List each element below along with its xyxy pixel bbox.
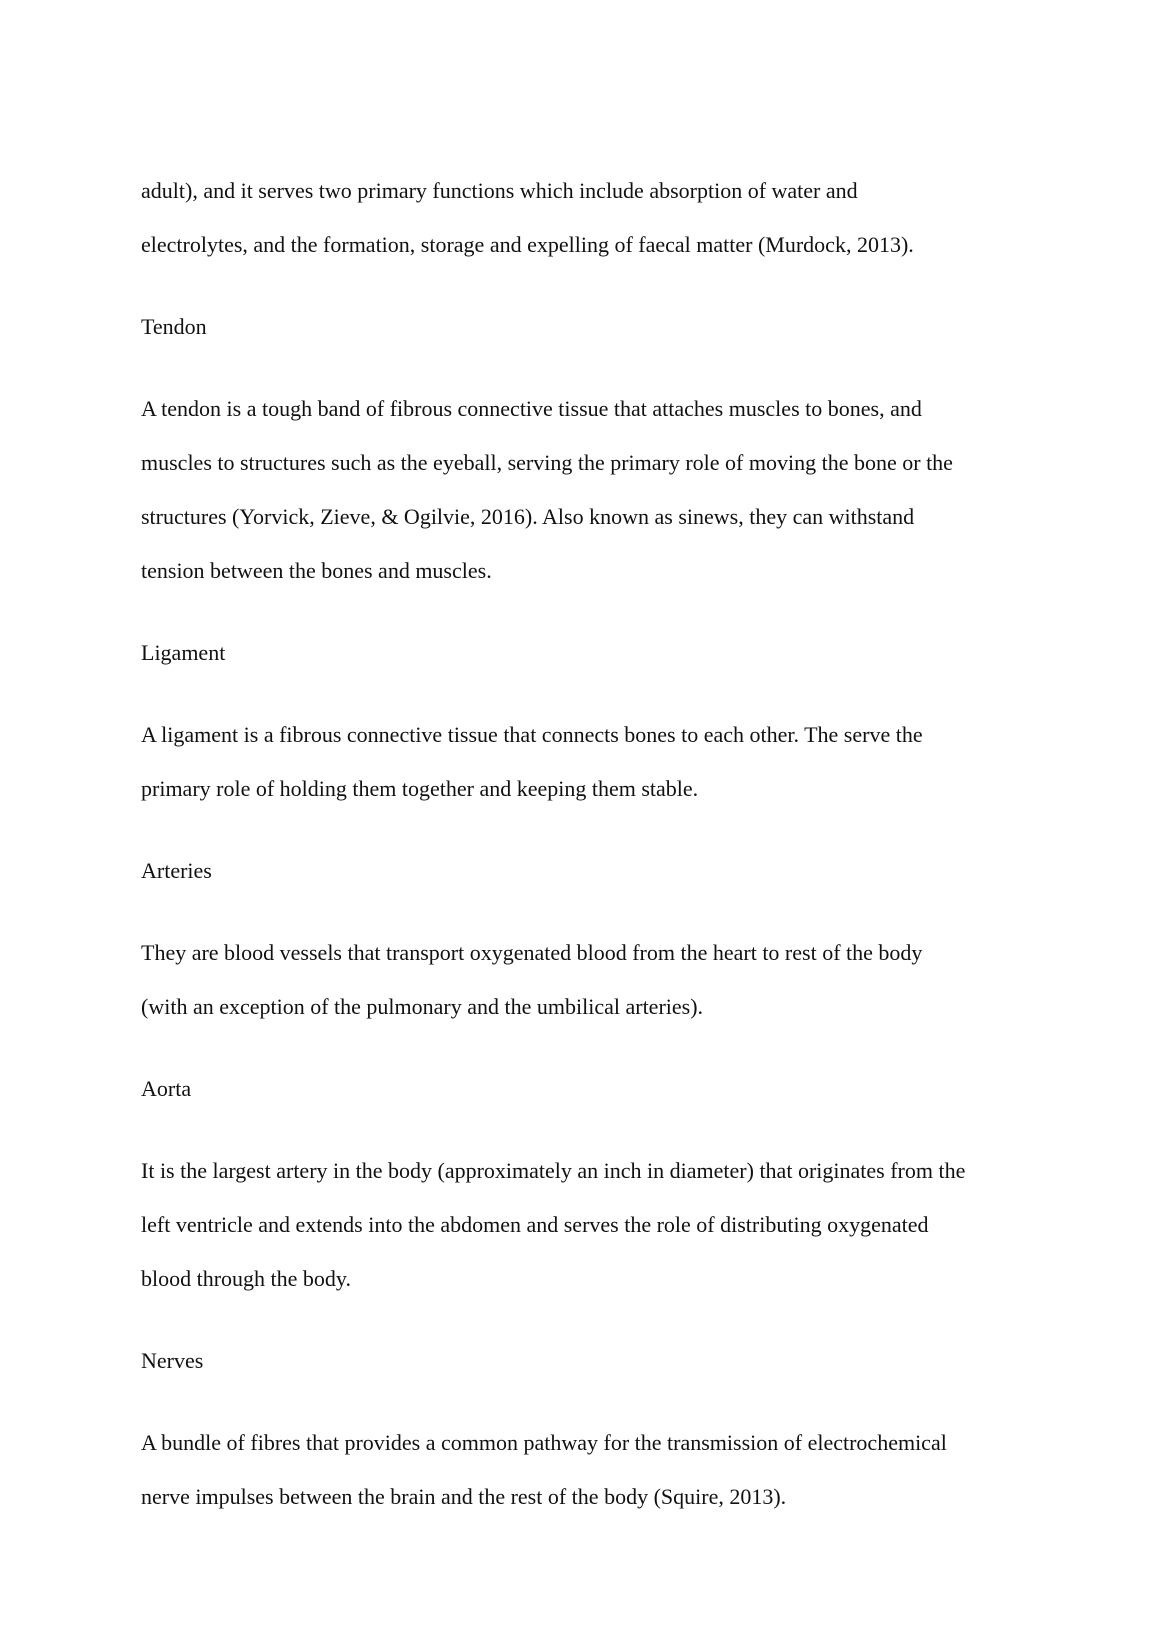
paragraph-line: electrolytes, and the formation, storage and expelling of faecal matter (Murdock, 2013). [141,232,914,257]
paragraph-line: A tendon is a tough band of fibrous connective tissue that attaches muscles to bones, and [141,396,922,421]
paragraph-line: (with an exception of the pulmonary and the umbilical arteries). [141,994,704,1019]
paragraph-line: A bundle of fibres that provides a common pathway for the transmission of electrochemical [141,1430,947,1455]
section-heading-arteries: Arteries [141,858,212,883]
section-heading-nerves: Nerves [141,1348,204,1373]
paragraph-line: left ventricle and extends into the abdomen and serves the role of distributing oxygenated [141,1212,929,1237]
paragraph-line: They are blood vessels that transport oxygenated blood from the heart to rest of the body [141,940,923,965]
paragraph-line: It is the largest artery in the body (approximately an inch in diameter) that originates from the [141,1158,966,1183]
paragraph-line: blood through the body. [141,1266,351,1291]
paragraph-line: structures (Yorvick, Zieve, & Ogilvie, 2016). Also known as sinews, they can withstand [141,504,915,529]
paragraph-line: A ligament is a fibrous connective tissue that connects bones to each other. The serve the [141,722,923,747]
paragraph-line: muscles to structures such as the eyeball, serving the primary role of moving the bone or the [141,450,953,475]
paragraph-line: primary role of holding them together and keeping them stable. [141,776,699,801]
section-heading-tendon: Tendon [141,314,207,339]
paragraph-line: nerve impulses between the brain and the rest of the body (Squire, 2013). [141,1484,787,1509]
section-heading-ligament: Ligament [141,640,226,665]
paragraph-line: tension between the bones and muscles. [141,558,492,583]
paragraph-line: adult), and it serves two primary functions which include absorption of water and [141,178,858,203]
section-heading-aorta: Aorta [141,1076,192,1101]
